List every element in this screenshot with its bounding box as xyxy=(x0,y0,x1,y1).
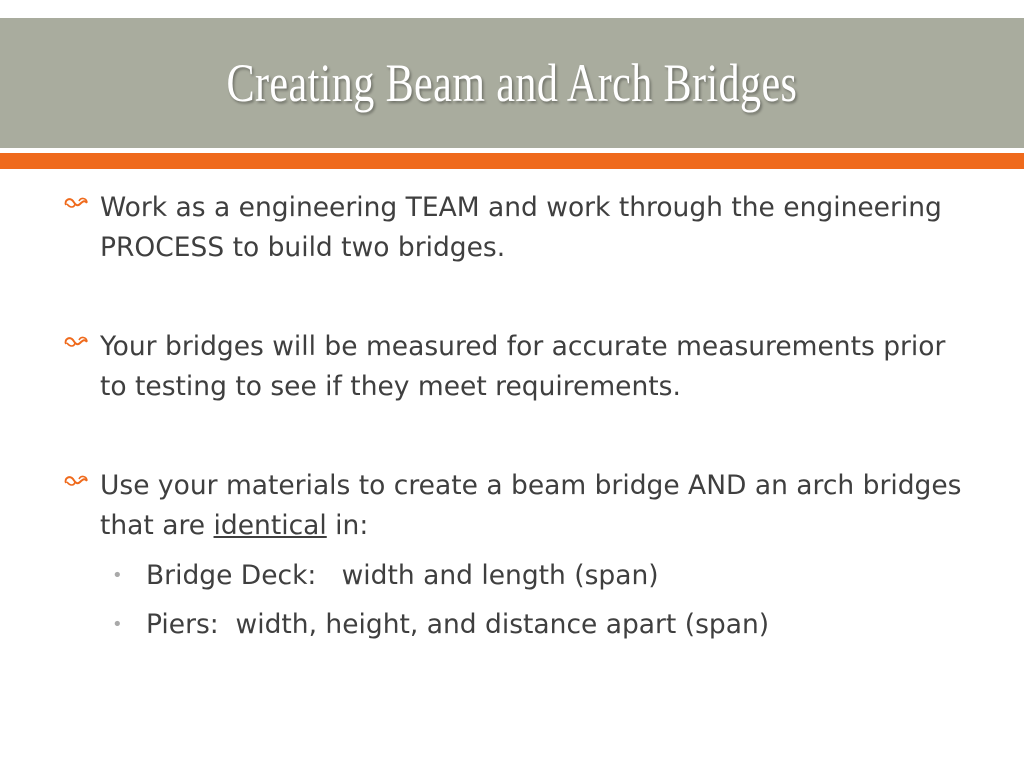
slide-title: Creating Beam and Arch Bridges xyxy=(226,53,798,113)
emphasized-word: identical xyxy=(213,510,327,541)
sub-bullet-text: Bridge Deck: width and length (span) xyxy=(146,560,659,591)
bullet-text xyxy=(100,466,962,546)
ornament-icon xyxy=(62,470,90,490)
sub-bullet-text: Piers: width, height, and distance apart (span) xyxy=(146,609,770,640)
bullet-text: Your bridges will be measured for accurate measurements prior to testing to see if they meet requirements. xyxy=(100,331,946,402)
bullet-text-end: in: xyxy=(326,510,369,541)
sub-bullet-marker: • xyxy=(112,565,123,586)
ornament-icon xyxy=(62,331,90,351)
sub-bullet-marker: • xyxy=(112,614,123,635)
bullet-item xyxy=(62,327,962,407)
sub-bullet-item xyxy=(112,605,972,645)
sub-bullet-item xyxy=(112,556,972,596)
bullet-text-start: Use your materials to create a beam bridge AND an arch bridges that are xyxy=(100,470,962,541)
bullet-item xyxy=(62,188,962,268)
bullet-text: Work as a engineering TEAM and work through the engineering PROCESS to build two bridges. xyxy=(100,192,942,263)
ornament-icon xyxy=(62,192,90,212)
bullet-item xyxy=(62,466,962,546)
